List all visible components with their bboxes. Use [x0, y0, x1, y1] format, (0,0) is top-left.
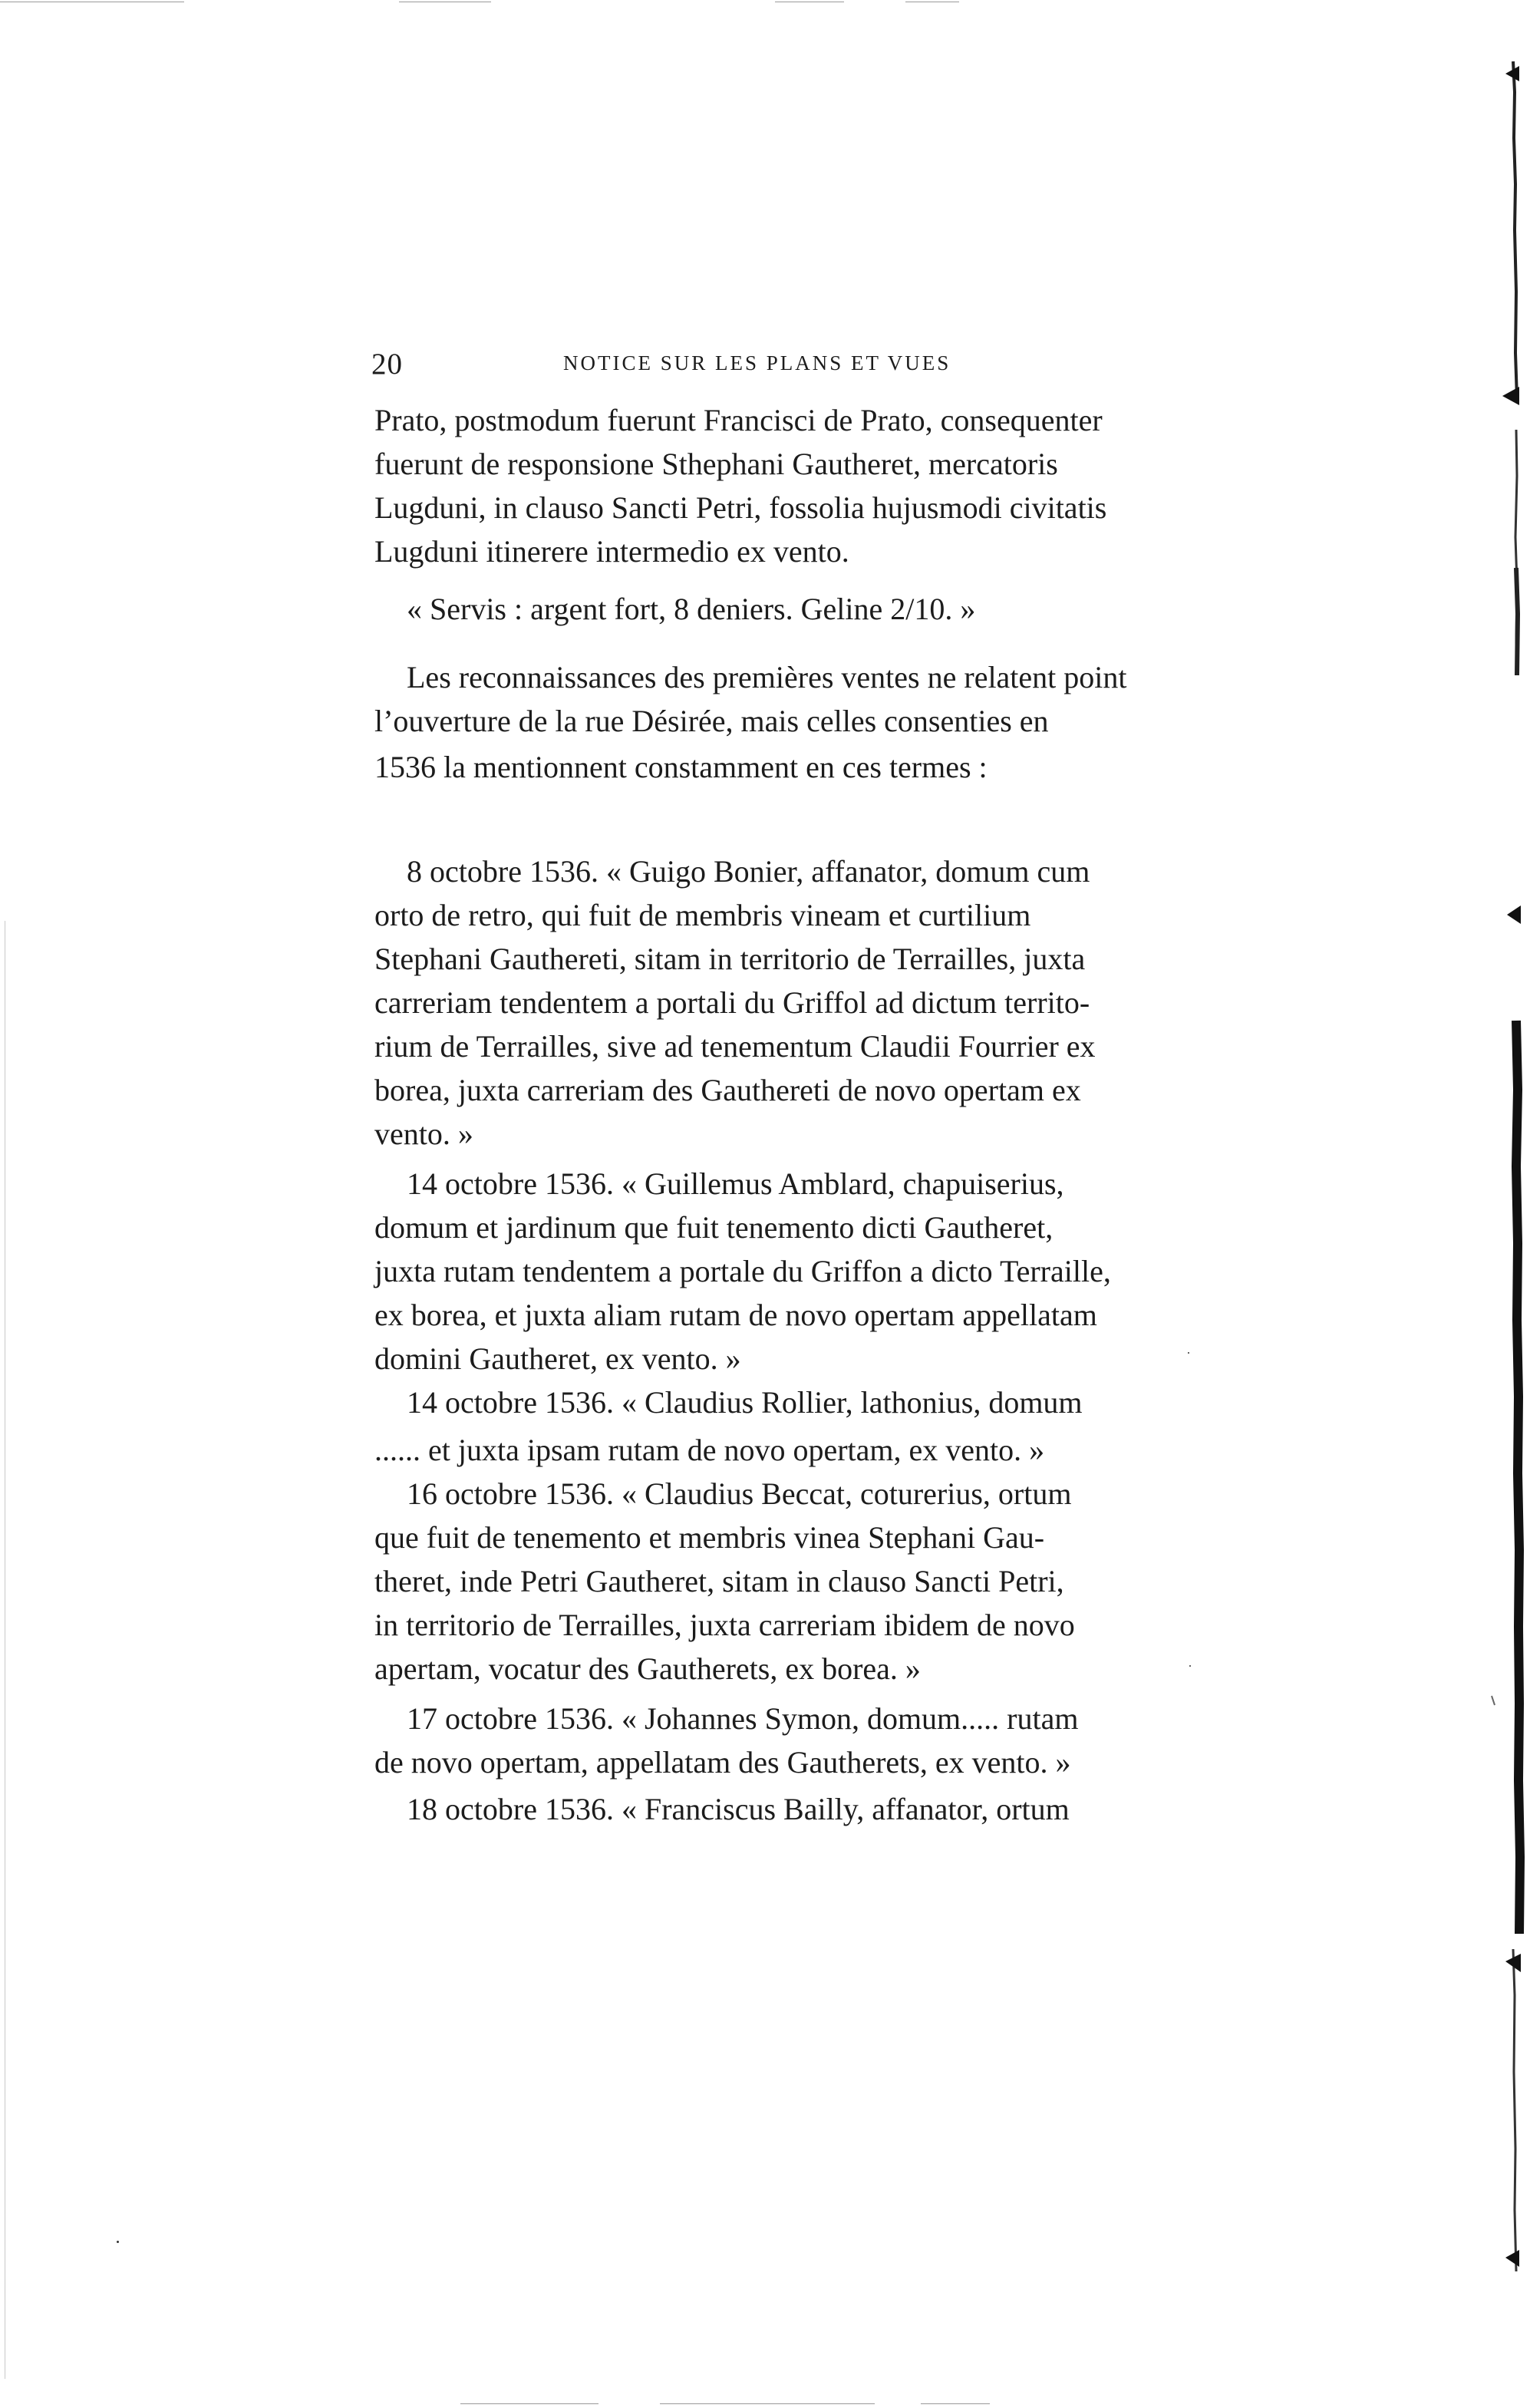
text-line: que fuit de tenemento et membris vinea Stephani Gau-: [374, 1520, 1045, 1555]
text-line: in territorio de Terrailles, juxta carreriam ibidem de novo: [374, 1608, 1075, 1642]
text-line: vento. »: [374, 1117, 473, 1151]
scan-speck: [1189, 1665, 1191, 1667]
text-line: domini Gautheret, ex vento. »: [374, 1341, 741, 1376]
scan-speck: [1188, 1352, 1189, 1354]
text-line: 17 octobre 1536. « Johannes Symon, domum..... rutam: [407, 1701, 1079, 1736]
text-line: fuerunt de responsione Sthephani Gautheret, mercatoris: [374, 447, 1058, 481]
text-line: « Servis : argent fort, 8 deniers. Geline 2/10. »: [407, 592, 976, 626]
text-line: Lugduni, in clauso Sancti Petri, fossolia hujusmodi civitatis: [374, 490, 1107, 525]
text-line: apertam, vocatur des Gautherets, ex borea. »: [374, 1651, 921, 1686]
page-number: 20: [371, 348, 403, 381]
running-title: NOTICE SUR LES PLANS ET VUES: [563, 351, 951, 374]
text-line: theret, inde Petri Gautheret, sitam in clauso Sancti Petri,: [374, 1564, 1064, 1598]
text-line: juxta rutam tendentem a portale du Griffon a dicto Terraille,: [374, 1254, 1111, 1288]
text-line: l’ouverture de la rue Désirée, mais celles consenties en: [374, 704, 1049, 738]
bottom-scan-rule: [0, 2400, 1530, 2408]
text-line: carreriam tendentem a portali du Griffol ad dictum territo-: [374, 985, 1090, 1020]
text-line: 1536 la mentionnent constamment en ces termes :: [374, 750, 988, 784]
text-line: Prato, postmodum fuerunt Francisci de Prato, consequenter: [374, 403, 1103, 437]
text-line: 16 octobre 1536. « Claudius Beccat, coturerius, ortum: [407, 1476, 1072, 1511]
text-line: ex borea, et juxta aliam rutam de novo opertam appellatam: [374, 1298, 1097, 1332]
text-line: rium de Terrailles, sive ad tenementum Claudii Fourrier ex: [374, 1029, 1096, 1064]
text-line: 14 octobre 1536. « Guillemus Amblard, chapuiserius,: [407, 1166, 1064, 1201]
text-line: domum et jardinum que fuit tenemento dicti Gautheret,: [374, 1210, 1054, 1245]
text-line: 18 octobre 1536. « Franciscus Bailly, affanator, ortum: [407, 1792, 1070, 1826]
text-line: Stephani Gauthereti, sitam in territorio de Terrailles, juxta: [374, 942, 1086, 976]
text-line: orto de retro, qui fuit de membris vineam et curtilium: [374, 898, 1031, 932]
top-scan-rule: [0, 0, 1530, 5]
text-line: Lugduni itinerere intermedio ex vento.: [374, 534, 849, 569]
page-header: [371, 347, 1077, 385]
text-line: de novo opertam, appellatam des Gautherets, ex vento. »: [374, 1745, 1071, 1780]
text-line: borea, juxta carreriam des Gauthereti de novo opertam ex: [374, 1073, 1081, 1107]
text-line: ...... et juxta ipsam rutam de novo opertam, ex vento. »: [374, 1433, 1045, 1467]
scan-speck: [117, 2241, 119, 2243]
text-line: 8 octobre 1536. « Guigo Bonier, affanator, domum cum: [407, 854, 1090, 889]
text-line: Les reconnaissances des premières ventes ne relatent point: [407, 660, 1127, 694]
text-line: 14 octobre 1536. « Claudius Rollier, lathonius, domum: [407, 1385, 1083, 1420]
